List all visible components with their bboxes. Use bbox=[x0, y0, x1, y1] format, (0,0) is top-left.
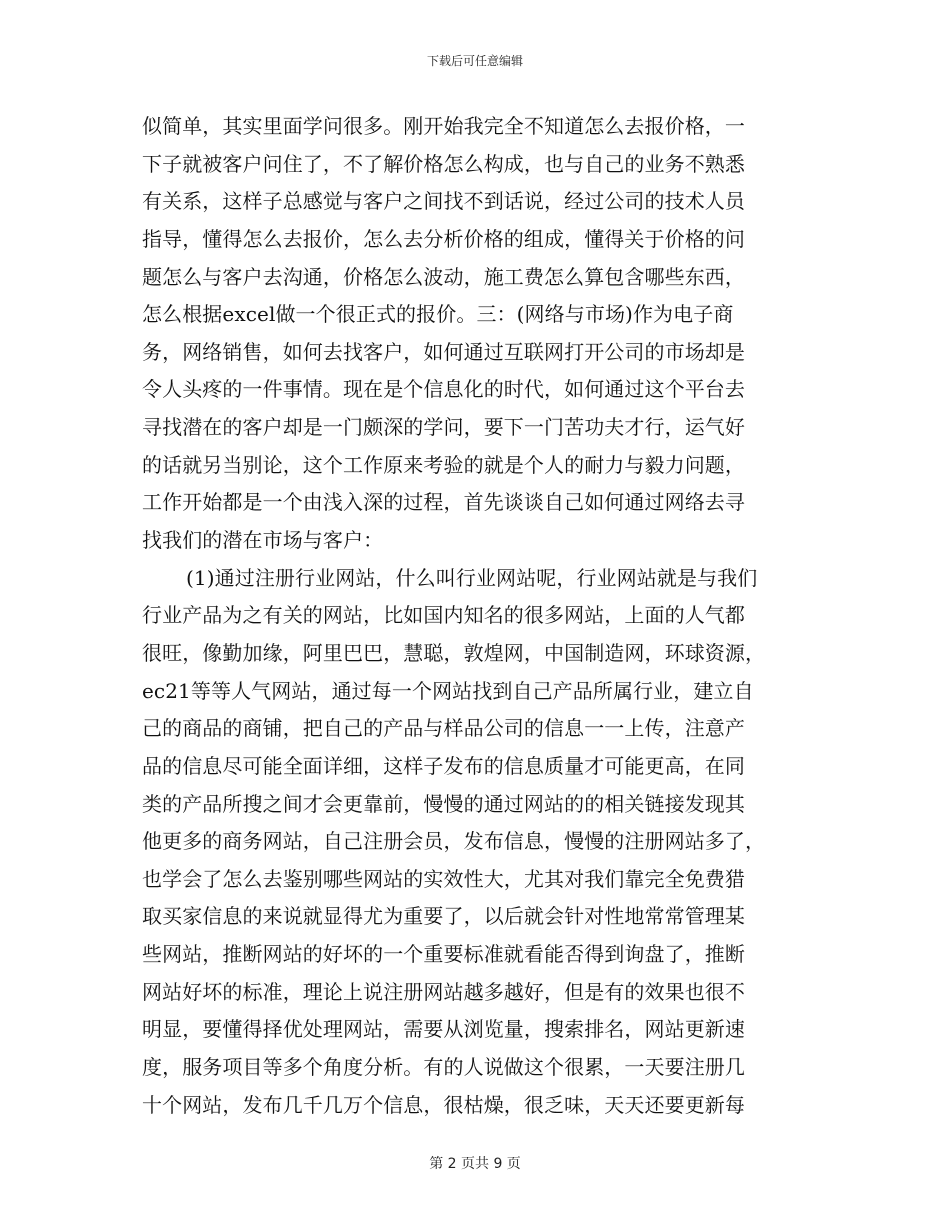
text-line: 的话就另当别论，这个工作原来考验的就是个人的耐力与毅力问题， bbox=[142, 452, 745, 477]
page-number: 第 2 页共 9 页 bbox=[429, 1156, 521, 1172]
text-line: 十个网站，发布几千几万个信息，很枯燥，很乏味，天天还要更新每 bbox=[142, 1092, 745, 1117]
text-line: 取买家信息的来说就显得尤为重要了，以后就会针对性地常常管理某 bbox=[142, 904, 745, 929]
page-header: 下载后可任意编辑 bbox=[426, 54, 523, 68]
paragraph-start-line: (1)通过注册行业网站，什么叫行业网站呢，行业网站就是与我们 bbox=[186, 565, 758, 590]
text-line: ec21等等人气网站，通过每一个网站找到自己产品所属行业，建立自 bbox=[142, 678, 754, 703]
text-line: 令人头疼的一件事情。现在是个信息化的时代，如何通过这个平台去 bbox=[142, 377, 745, 402]
text-line: 类的产品所搜之间才会更靠前，慢慢的通过网站的的相关链接发现其 bbox=[142, 791, 745, 816]
text-line: 些网站，推断网站的好坏的一个重要标准就看能否得到询盘了，推断 bbox=[142, 942, 745, 967]
text-line: 很旺，像勤加缘，阿里巴巴，慧聪，敦煌网，中国制造网，环球资源， bbox=[142, 640, 766, 665]
text-line: 度，服务项目等多个角度分析。有的人说做这个很累，一天要注册几 bbox=[142, 1055, 745, 1080]
text-line: 品的信息尽可能全面详细，这样子发布的信息质量才可能更高，在同 bbox=[142, 753, 745, 778]
text-line: 题怎么与客户去沟通，价格怎么波动，施工费怎么算包含哪些东西， bbox=[142, 264, 745, 289]
text-line: 己的商品的商铺，把自己的产品与样品公司的信息一一上传，注意产 bbox=[142, 716, 745, 741]
text-line: 下子就被客户问住了，不了解价格怎么构成，也与自己的业务不熟悉 bbox=[142, 151, 745, 176]
text-line: 工作开始都是一个由浅入深的过程，首先谈谈自己如何通过网络去寻 bbox=[142, 490, 745, 515]
text-line: 指导，懂得怎么去报价，怎么去分析价格的组成，懂得关于价格的问 bbox=[142, 226, 745, 251]
text-line: 找我们的潜在市场与客户： bbox=[142, 528, 384, 553]
text-line: 怎么根据excel做一个很正式的报价。三：(网络与市场)作为电子商 bbox=[142, 302, 734, 327]
text-line: 有关系，这样子总感觉与客户之间找不到话说，经过公司的技术人员 bbox=[142, 189, 745, 214]
text-line: 也学会了怎么去鉴别哪些网站的实效性大，尤其对我们靠完全免费猎 bbox=[142, 866, 745, 891]
text-line: 明显，要懂得择优处理网站，需要从浏览量，搜索排名，网站更新速 bbox=[142, 1017, 745, 1042]
text-line: 行业产品为之有关的网站，比如国内知名的很多网站，上面的人气都 bbox=[142, 603, 745, 628]
text-line: 似简单，其实里面学问很多。刚开始我完全不知道怎么去报价格，一 bbox=[142, 114, 745, 138]
text-line: 寻找潜在的客户却是一门颇深的学问，要下一门苦功夫才行，运气好 bbox=[142, 415, 745, 440]
text-line: 他更多的商务网站，自己注册会员，发布信息，慢慢的注册网站多了， bbox=[142, 829, 766, 854]
text-line: 务，网络销售，如何去找客户，如何通过互联网打开公司的市场却是 bbox=[142, 339, 745, 364]
document-body bbox=[142, 108, 810, 1124]
text-line: 网站好坏的标准，理论上说注册网站越多越好，但是有的效果也很不 bbox=[142, 979, 745, 1004]
